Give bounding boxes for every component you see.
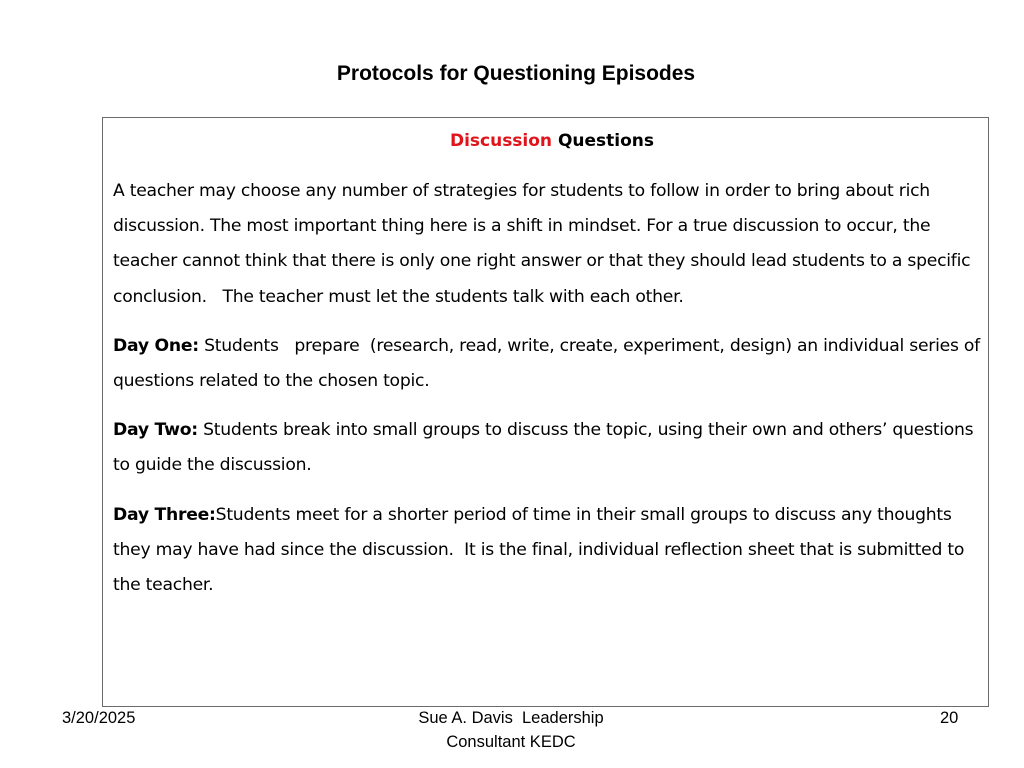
slide-title: Protocols for Questioning Episodes <box>336 62 696 85</box>
day-two-label: Day Two: <box>113 420 198 441</box>
box-heading <box>80 127 1024 155</box>
day-one-label: Day One: <box>113 335 199 356</box>
footer-date: 3/20/2025 <box>62 709 136 727</box>
intro-paragraph: A teacher may choose any number of strategies for students to follow in order to bring about rich discussion. The most important thing here is a shift in mindset. For a true discussion to occur, the teacher cannot think that there is only one right answer or that they should lead students to a specific conclusion. The teacher must let the students talk with each other. <box>113 181 976 307</box>
day-three-text: Students meet for a shorter period of time in their small groups to discuss any thoughts they may have had since the discussion. It is the final, individual reflection sheet that is submitted to the teacher. <box>113 504 970 596</box>
day-three-label: Day Three: <box>113 504 216 525</box>
footer-author-line2: Consultant KEDC <box>446 733 576 751</box>
page-number: 20 <box>940 709 959 727</box>
day-two-text: Students break into small groups to discuss the topic, using their own and others’ questions to guide the discussion. <box>113 420 979 476</box>
heading-rest: Questions <box>552 131 655 151</box>
footer-author-line1: Sue A. Davis Leadership <box>418 709 604 727</box>
day-two-paragraph <box>113 413 983 483</box>
box-body <box>113 174 986 617</box>
day-one-paragraph <box>113 329 986 399</box>
heading-accent-word: Discussion <box>449 131 553 151</box>
footer-author <box>372 706 650 754</box>
day-three-paragraph <box>113 498 983 604</box>
day-one-text: Students prepare (research, read, write, create, experiment, design) an individual series of questions related to the chosen topic. <box>113 335 986 392</box>
